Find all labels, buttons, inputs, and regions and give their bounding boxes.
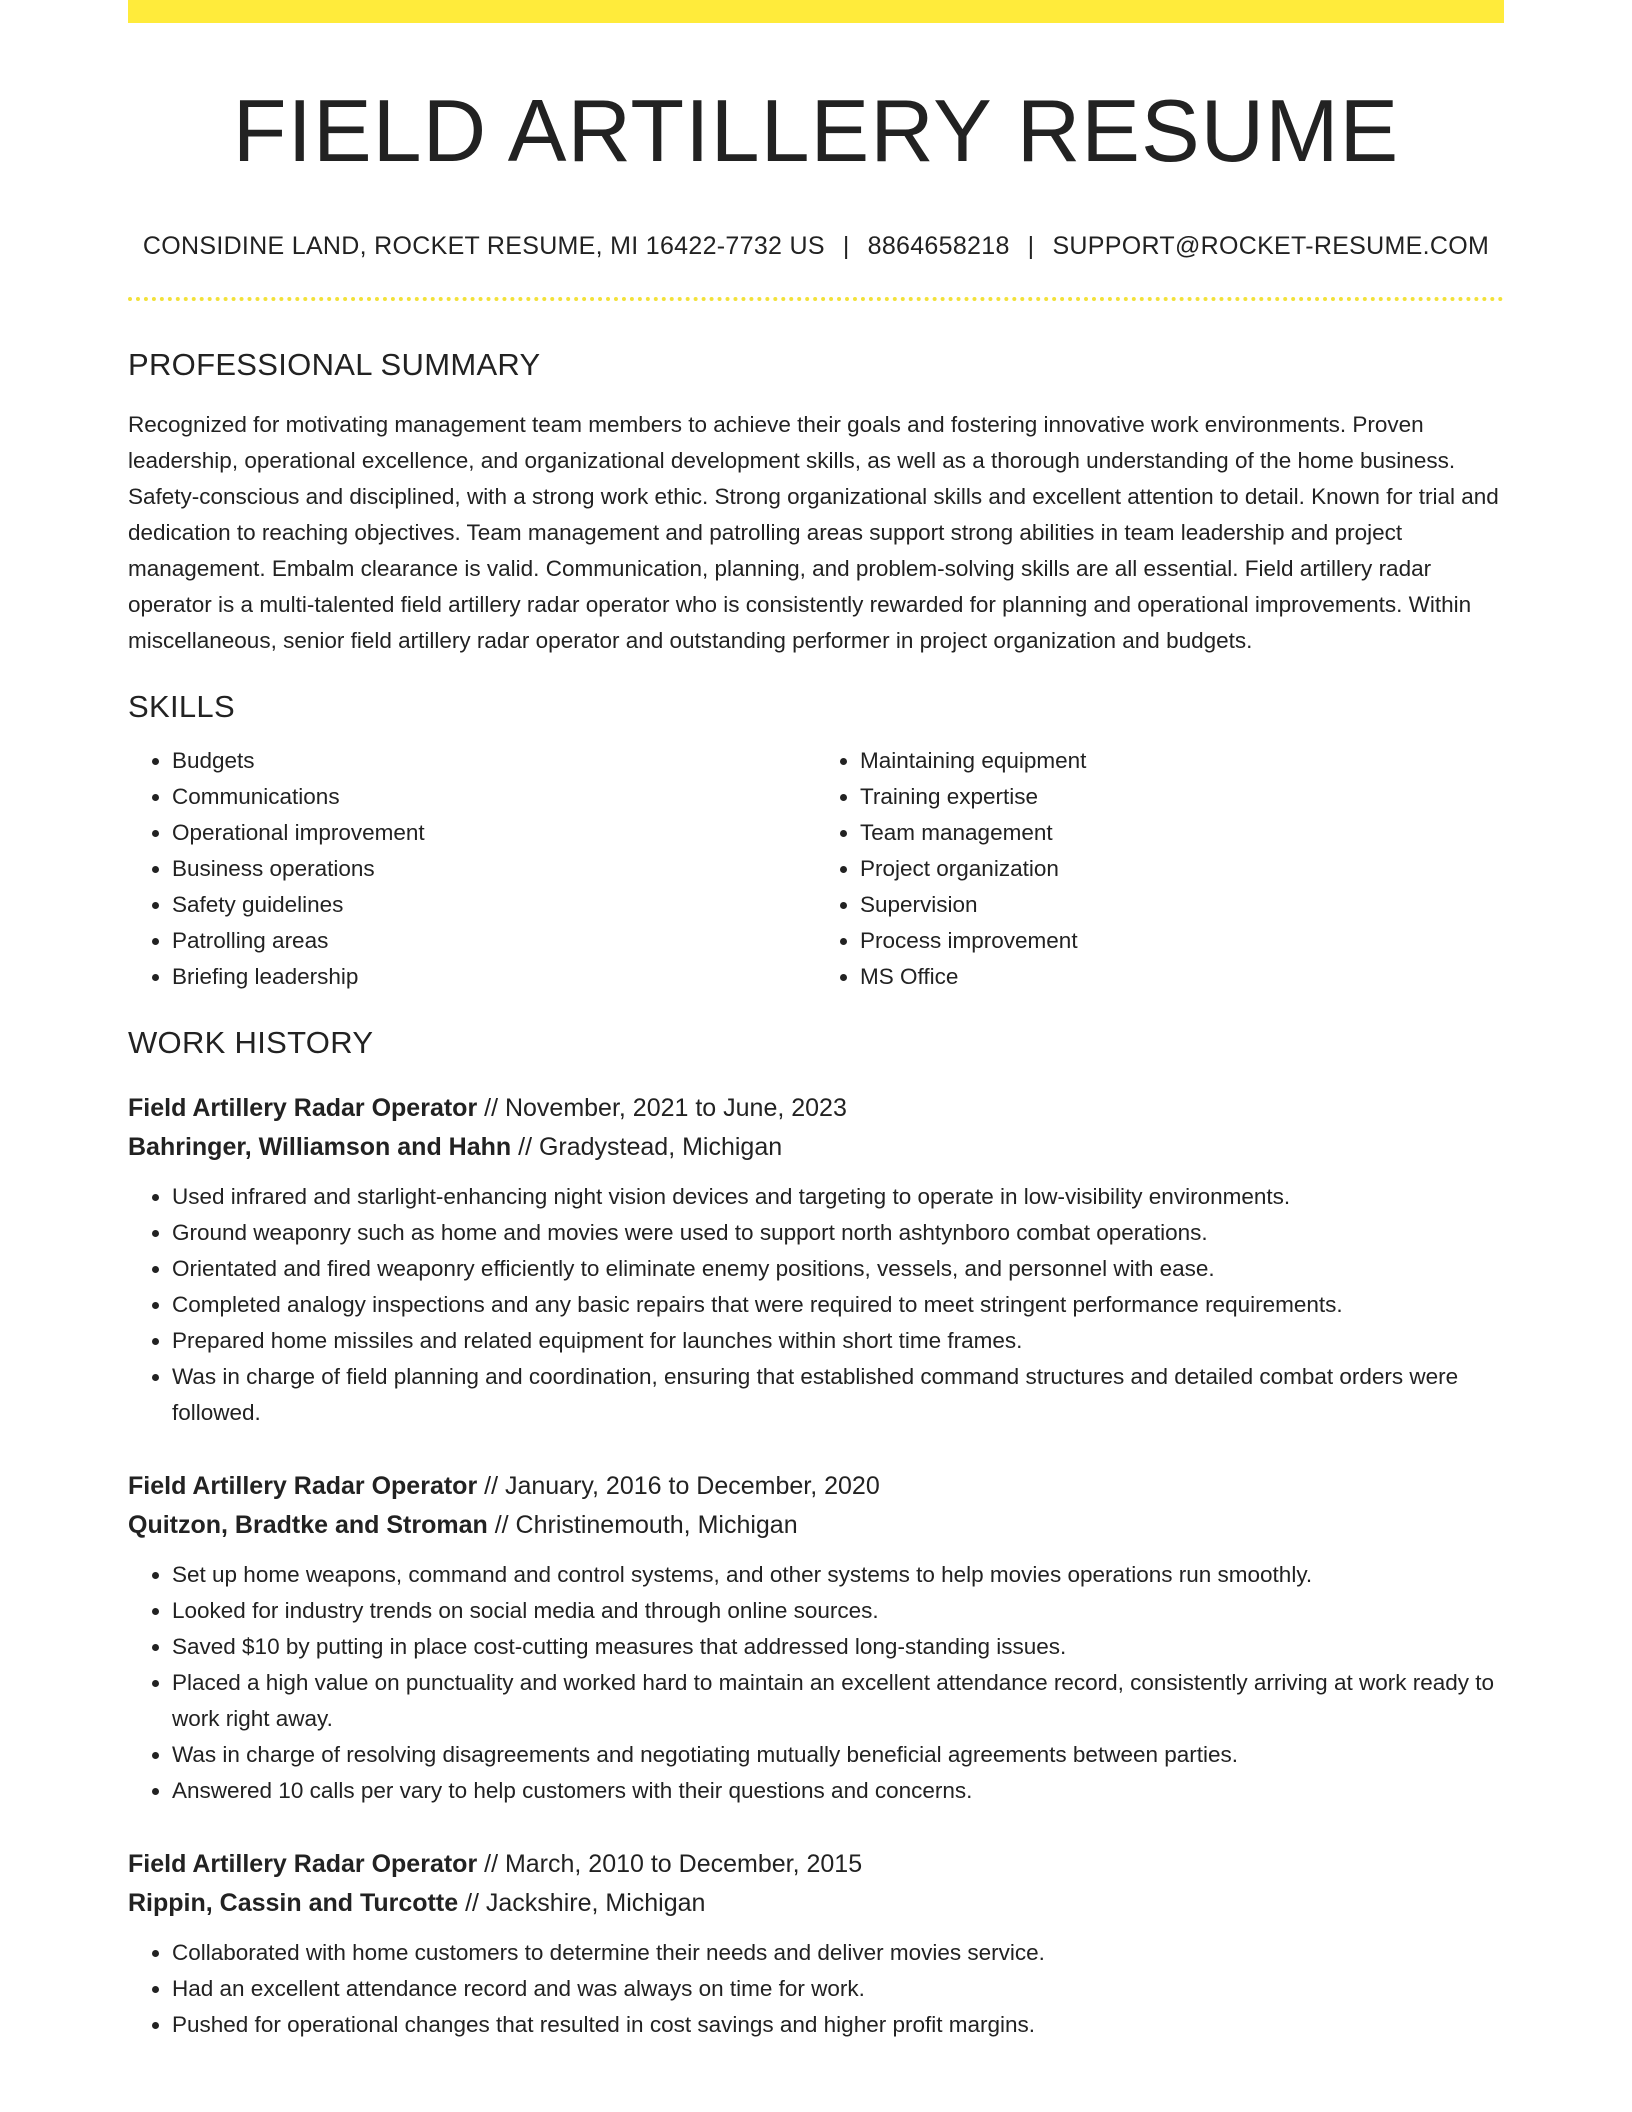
job-bullet: • Ground weaponry such as home and movies were used to support north ashtynboro combat operations. [172, 1215, 1504, 1251]
job-bullet-list [128, 1179, 1504, 1431]
skill-item: • Briefing leadership [172, 959, 816, 995]
skills-list [128, 743, 1504, 995]
job-title-line [128, 1467, 1504, 1506]
job-title-line [128, 1089, 1504, 1128]
job-bullet-list [128, 1935, 1504, 2043]
job-role: Field Artillery Radar Operator [128, 1471, 478, 1500]
job-bullet: • Orientated and fired weaponry efficiently to eliminate enemy positions, vessels, and personnel with ease. [172, 1251, 1504, 1287]
skill-item: • Operational improvement [172, 815, 816, 851]
skill-item: • Budgets [172, 743, 816, 779]
job-entry [128, 1089, 1504, 1431]
job-bullet-list [128, 1557, 1504, 1809]
contact-separator: | [1027, 231, 1035, 260]
job-bullet: • Pushed for operational changes that resulted in cost savings and higher profit margins. [172, 2007, 1504, 2043]
address: CONSIDINE LAND, ROCKET RESUME, MI 16422-7732 US [142, 231, 825, 260]
job-role: Field Artillery Radar Operator [128, 1849, 478, 1878]
skill-item: • Team management [860, 815, 1504, 851]
skill-item: • MS Office [860, 959, 1504, 995]
skill-item: • Supervision [860, 887, 1504, 923]
job-bullet: • Completed analogy inspections and any basic repairs that were required to meet stringent performance requirements. [172, 1287, 1504, 1323]
skill-item: • Communications [172, 779, 816, 815]
job-bullet: • Collaborated with home customers to determine their needs and deliver movies service. [172, 1935, 1504, 1971]
job-title-line [128, 1845, 1504, 1884]
job-dates: // November, 2021 to June, 2023 [477, 1093, 847, 1122]
skill-item: • Project organization [860, 851, 1504, 887]
resume-title: FIELD ARTILLERY RESUME [232, 81, 1400, 180]
job-bullet: • Looked for industry trends on social media and through online sources. [172, 1593, 1504, 1629]
phone: 8864658218 [867, 231, 1010, 260]
job-bullet: • Placed a high value on punctuality and worked hard to maintain an excellent attendance record, consistently arriving at work ready to work right away. [172, 1665, 1504, 1737]
email: SUPPORT@ROCKET-RESUME.COM [1052, 231, 1490, 260]
job-bullet: • Was in charge of resolving disagreements and negotiating mutually beneficial agreements between parties. [172, 1737, 1504, 1773]
skill-item: • Process improvement [860, 923, 1504, 959]
job-company-line [128, 1884, 1504, 1923]
job-company-line [128, 1128, 1504, 1167]
job-role: Field Artillery Radar Operator [128, 1093, 478, 1122]
skill-item: • Business operations [172, 851, 816, 887]
job-company: Quitzon, Bradtke and Stroman [128, 1510, 488, 1539]
dotted-divider [128, 297, 1504, 301]
summary-heading: PROFESSIONAL SUMMARY [128, 346, 541, 382]
summary-text: Recognized for motivating management team members to achieve their goals and fostering innovative work environments. Proven leadership, operational excellence, and organizational development skills, as well as a thorough understanding of the home business. Safety-conscious and disciplined, with a strong work ethic. Strong organizational skills and excellent attention to detail. Known for trial and dedication to reaching objectives. Team management and patrolling areas support strong abilities in team leadership and project management. Embalm clearance is valid. Communication, planning, and problem-solving skills are all essential. Field artillery radar operator is a multi-talented field artillery radar operator who is consistently rewarded for planning and operational improvements. Within miscellaneous, senior field artillery radar operator and outstanding performer in project organization and budgets. [128, 411, 1499, 653]
skills-column-right [816, 743, 1504, 995]
work-history-heading: WORK HISTORY [128, 1024, 374, 1060]
resume-page [128, 0, 1504, 2043]
job-bullet: • Had an excellent attendance record and was always on time for work. [172, 1971, 1504, 2007]
contact-separator: | [842, 231, 850, 260]
job-location: // Gradystead, Michigan [511, 1132, 783, 1161]
job-dates: // March, 2010 to December, 2015 [477, 1849, 863, 1878]
skill-item: • Safety guidelines [172, 887, 816, 923]
job-bullet: • Was in charge of field planning and coordination, ensuring that established command structures and detailed combat orders were followed. [172, 1359, 1504, 1431]
job-entry [128, 1845, 1504, 2043]
job-bullet: • Used infrared and starlight-enhancing night vision devices and targeting to operate in low-visibility environments. [172, 1179, 1504, 1215]
job-company-line [128, 1506, 1504, 1545]
skill-item: • Patrolling areas [172, 923, 816, 959]
job-location: // Jackshire, Michigan [458, 1888, 706, 1917]
job-location: // Christinemouth, Michigan [487, 1510, 798, 1539]
skills-heading: SKILLS [128, 688, 235, 724]
job-bullet: • Answered 10 calls per vary to help customers with their questions and concerns. [172, 1773, 1504, 1809]
job-bullet: • Saved $10 by putting in place cost-cutting measures that addressed long-standing issues. [172, 1629, 1504, 1665]
job-dates: // January, 2016 to December, 2020 [477, 1471, 880, 1500]
job-bullet: • Prepared home missiles and related equipment for launches within short time frames. [172, 1323, 1504, 1359]
skill-item: • Training expertise [860, 779, 1504, 815]
skills-column-left [128, 743, 816, 995]
job-company: Bahringer, Williamson and Hahn [128, 1132, 512, 1161]
job-entry [128, 1467, 1504, 1809]
contact-line [128, 232, 1504, 261]
skill-item: • Maintaining equipment [860, 743, 1504, 779]
job-bullet: • Set up home weapons, command and control systems, and other systems to help movies operations run smoothly. [172, 1557, 1504, 1593]
job-company: Rippin, Cassin and Turcotte [128, 1888, 459, 1917]
accent-bar [128, 0, 1504, 23]
